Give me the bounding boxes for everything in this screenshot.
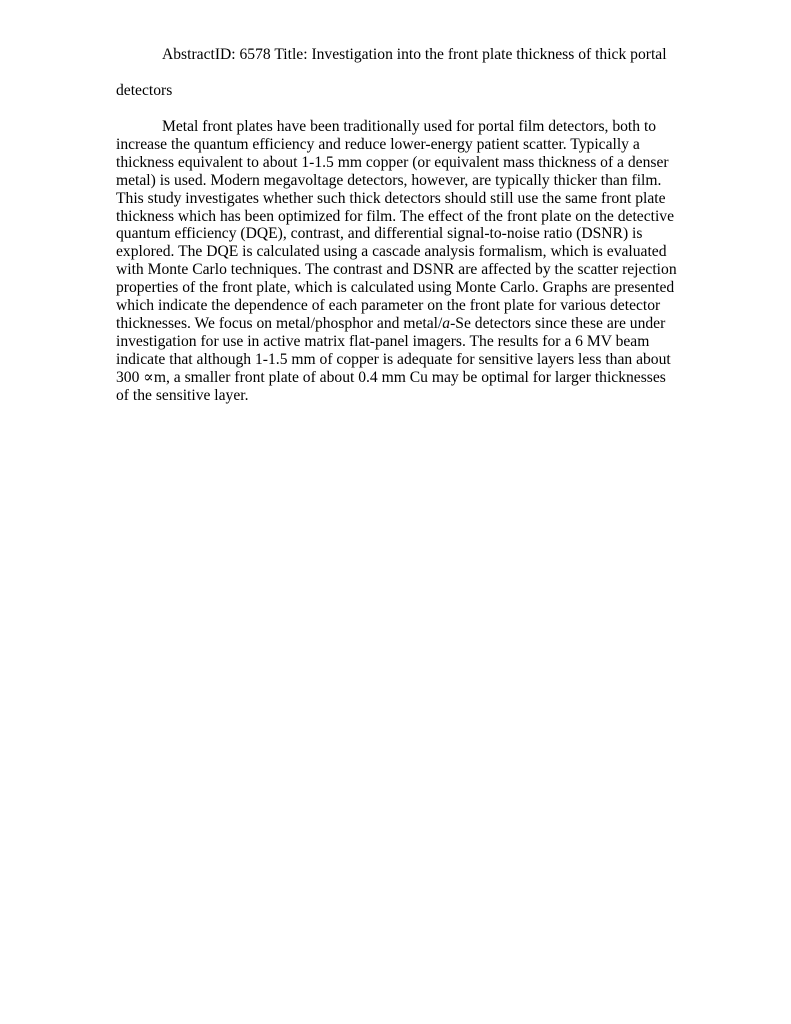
body-line: increase the quantum efficiency and reduce lower-energy patient scatter. Typically a (116, 135, 640, 153)
italic-a-symbol: a (442, 314, 451, 332)
body-line: This study investigates whether such thick detectors should still use the same front plate (116, 189, 666, 207)
body-line: indicate that although 1-1.5 mm of copper is adequate for sensitive layers less than about (116, 350, 671, 368)
title-line-2: detectors (116, 82, 173, 99)
abstract-title (116, 46, 686, 100)
body-line: thickness which has been optimized for film. The effect of the front plate on the detective (116, 207, 675, 225)
body-line: metal) is used. Modern megavoltage detectors, however, are typically thicker than film. (116, 171, 662, 189)
body-line: Metal front plates have been traditionally used for portal film detectors, both to (162, 118, 657, 135)
body-line-end: -Se detectors since these are under (450, 314, 666, 332)
body-line: with Monte Carlo techniques. The contrast and DSNR are affected by the scatter rejection (116, 261, 677, 279)
body-line: quantum efficiency (DQE), contrast, and differential signal-to-noise ratio (DSNR) is (116, 225, 643, 243)
body-line: thickness equivalent to about 1-1.5 mm copper (or equivalent mass thickness of a denser (116, 153, 669, 171)
body-line-with-italic (116, 315, 691, 333)
abstract-body (116, 118, 691, 405)
title-line-1: AbstractID: 6578 Title: Investigation into the front plate thickness of thick portal (162, 46, 667, 63)
body-line: of the sensitive layer. (116, 386, 249, 404)
body-line: properties of the front plate, which is calculated using Monte Carlo. Graphs are presented (116, 279, 675, 297)
body-line: explored. The DQE is calculated using a cascade analysis formalism, which is evaluated (116, 243, 667, 261)
body-line: 300 ∝m, a smaller front plate of about 0.4 mm Cu may be optimal for larger thicknesses (116, 368, 666, 386)
body-line: which indicate the dependence of each parameter on the front plate for various detector (116, 297, 661, 315)
body-line-start: thicknesses. We focus on metal/phosphor and metal/ (116, 314, 443, 332)
body-line: investigation for use in active matrix flat-panel imagers. The results for a 6 MV beam (116, 332, 650, 350)
